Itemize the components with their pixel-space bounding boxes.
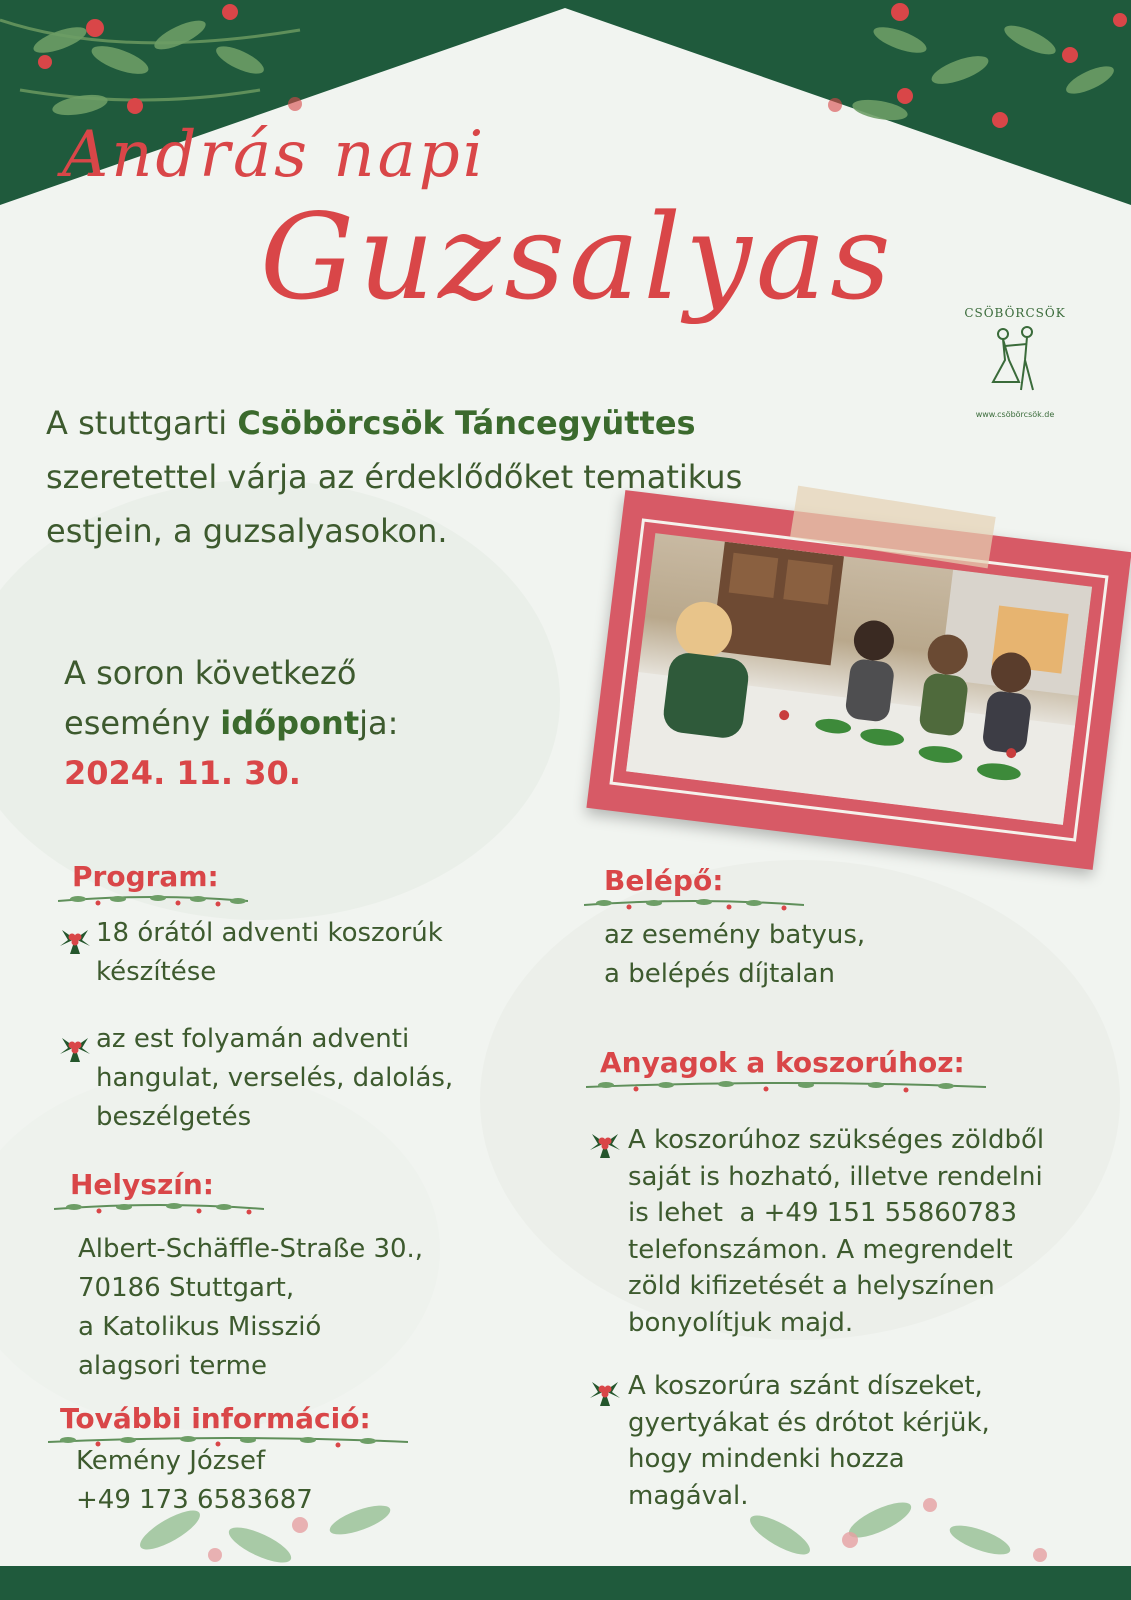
location-heading: Helyszín: [70, 1168, 214, 1201]
program-item-2-line-1: az est folyamán adventi [96, 1024, 410, 1054]
title-line-1: András napi [62, 118, 487, 192]
intro-prefix: A stuttgarti [46, 404, 238, 442]
contact-name: Kemény József [76, 1446, 266, 1476]
materials-item-2-line-2: gyertyákat és drótot kérjük, [628, 1407, 990, 1438]
materials-item-1-line-4: telefonszámon. A megrendelt [628, 1234, 1013, 1265]
location-section [70, 1168, 500, 1221]
holly-icon [588, 1126, 622, 1160]
materials-item-1-line-2: saját is hozható, illetve rendelni [628, 1161, 1043, 1192]
photo-border [609, 518, 1108, 841]
materials-item-1 [628, 1122, 1118, 1342]
vine-divider [584, 897, 804, 913]
next-event [64, 648, 524, 798]
vine-divider [586, 1079, 986, 1095]
intro-line-2: szeretettel várja az érdeklődőket tematikus [46, 458, 743, 496]
location-address [78, 1230, 508, 1386]
location-line-3: a Katolikus Misszió [78, 1312, 322, 1342]
photo-illustration [626, 533, 1092, 825]
title-line-2: Guzsalyas [260, 188, 895, 326]
logo [960, 306, 1070, 426]
materials-item-1-line-3: is lehet a +49 151 55860783 [628, 1198, 1018, 1229]
footer-band [0, 1566, 1131, 1600]
contact-phone: +49 173 6583687 [76, 1485, 313, 1515]
location-line-4: alagsori terme [78, 1351, 267, 1381]
holly-icon [588, 1374, 622, 1408]
materials-item-1-line-5: zöld kifizetését a helyszínen [628, 1271, 995, 1302]
program-item-2-line-2: hangulat, verselés, dalolás, [96, 1063, 454, 1093]
materials-heading: Anyagok a koszorúhoz: [600, 1046, 965, 1079]
materials-section [600, 1046, 1030, 1099]
entry-line-1: az esemény batyus, [604, 920, 866, 950]
program-item-1-line-1: 18 órától adventi koszorúk [96, 918, 443, 948]
entry-line-2: a belépés díjtalan [604, 959, 835, 989]
program-item-1-line-2: készítése [96, 957, 217, 987]
entry-details [604, 916, 1034, 994]
contact-heading: További információ: [60, 1402, 371, 1435]
location-line-2: 70186 Stuttgart, [78, 1273, 295, 1303]
next-event-line2-prefix: esemény [64, 704, 221, 742]
materials-item-2-line-4: magával. [628, 1480, 749, 1511]
event-photo [626, 533, 1092, 825]
logo-url: www.csöbörcsök.de [975, 410, 1055, 419]
vine-divider [58, 893, 248, 909]
next-event-line-1: A soron következő [64, 654, 357, 692]
materials-item-2-line-3: hogy mindenki hozza [628, 1444, 905, 1475]
materials-item-2 [628, 1368, 1118, 1514]
dancers-icon [975, 320, 1055, 400]
location-line-1: Albert-Schäffle-Straße 30., [78, 1234, 424, 1264]
program-item-1 [96, 914, 526, 992]
event-photo-card [586, 490, 1131, 870]
materials-item-1-line-6: bonyolítjuk majd. [628, 1307, 854, 1338]
program-item-2 [96, 1020, 526, 1137]
intro-org: Csöbörcsök Táncegyüttes [237, 404, 696, 442]
materials-item-1-line-1: A koszorúhoz szükséges zöldből [628, 1125, 1045, 1155]
vine-divider [54, 1201, 264, 1217]
entry-section [604, 864, 1034, 917]
next-event-line2-suffix: ja: [359, 704, 399, 742]
event-date: 2024. 11. 30. [64, 754, 301, 792]
program-item-2-line-3: beszélgetés [96, 1102, 252, 1132]
program-heading: Program: [72, 860, 219, 893]
next-event-line2-bold: időpont [220, 704, 360, 742]
program-section [72, 860, 502, 913]
contact-details [76, 1442, 506, 1520]
entry-heading: Belépő: [604, 864, 724, 897]
intro-line-3: estjein, a guzsalyasokon. [46, 512, 448, 550]
materials-item-2-line-1: A koszorúra szánt díszeket, [628, 1371, 983, 1401]
logo-name: CSÖBÖRCSÖK [964, 306, 1066, 320]
holly-icon [58, 1030, 92, 1064]
holly-icon [58, 922, 92, 956]
